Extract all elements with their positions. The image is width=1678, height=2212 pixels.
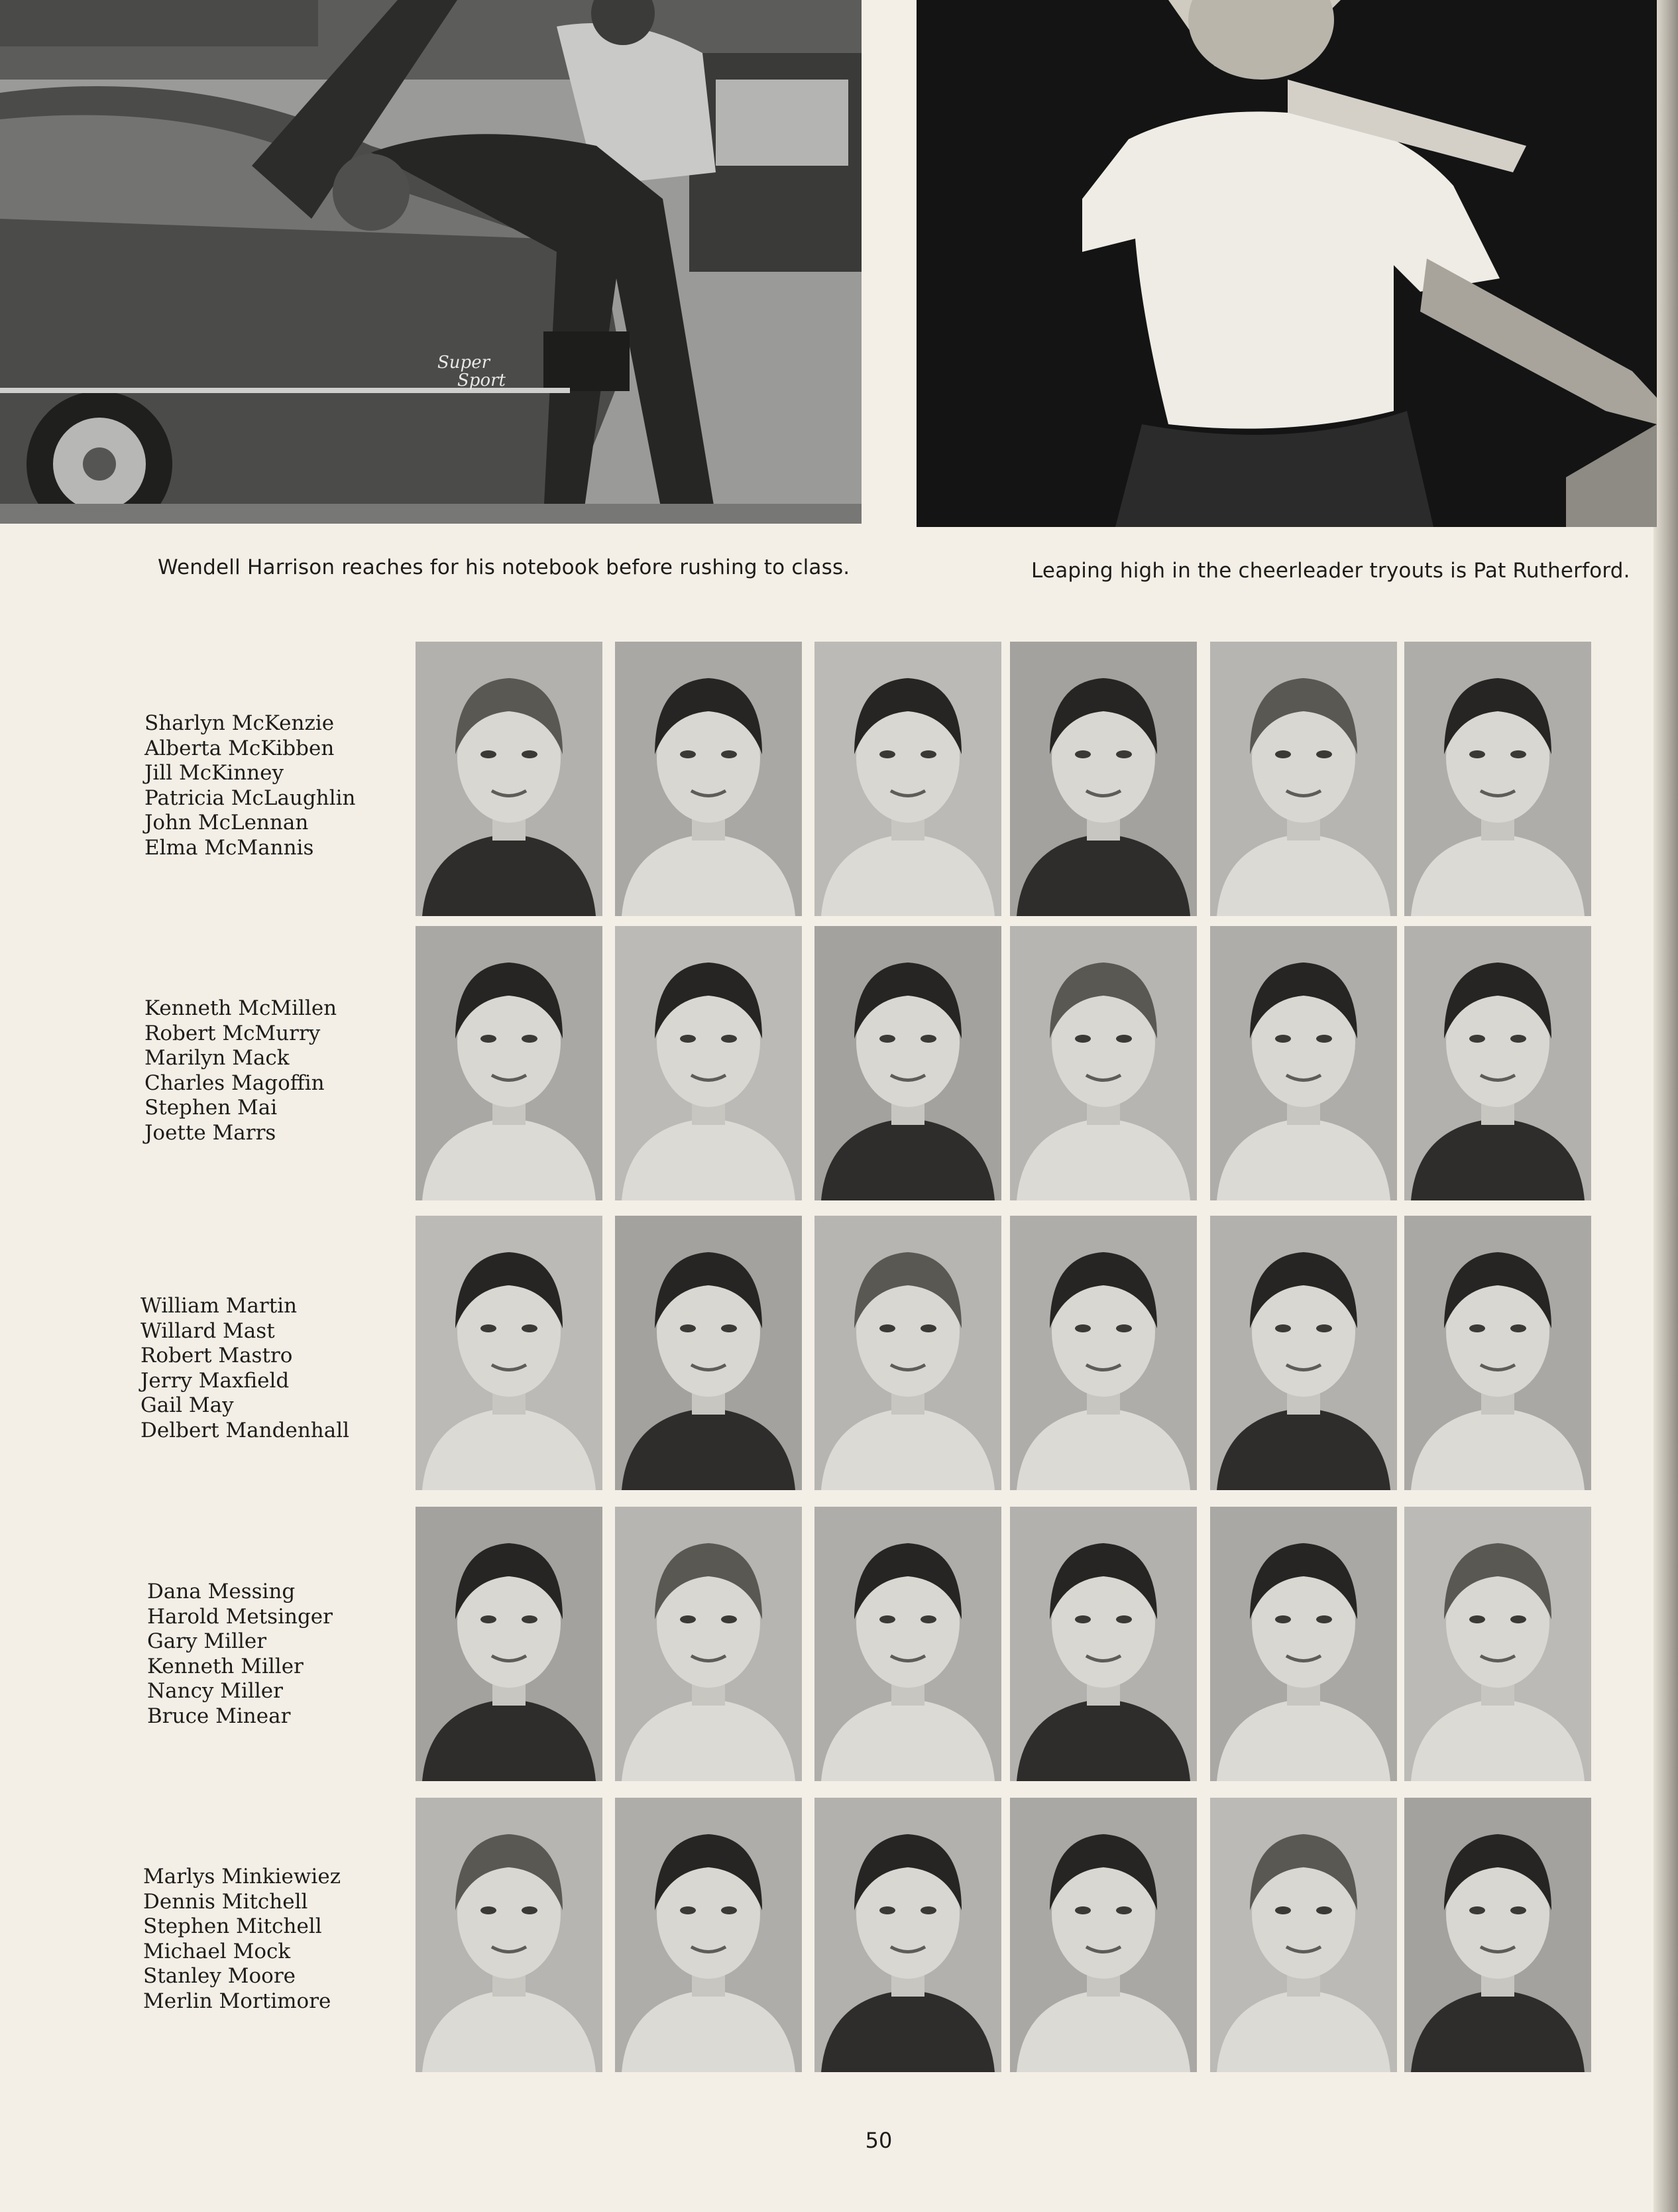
- student-portrait: [416, 1798, 602, 2072]
- student-portrait: [416, 642, 602, 916]
- student-name: Charles Magoffin: [144, 1071, 325, 1095]
- name-list-row-3: [140, 1294, 399, 1443]
- caption-left: Wendell Harrison reaches for his notebook before rushing to class.: [158, 555, 850, 579]
- student-name: Stanley Moore: [143, 1964, 296, 1988]
- photo-car-trunk: [0, 0, 862, 524]
- student-portrait: [814, 1507, 1001, 1781]
- student-portrait: [814, 1216, 1001, 1490]
- car-badge-line1: Super: [437, 353, 490, 373]
- student-name: John McLennan: [144, 811, 309, 835]
- student-portrait: [1210, 1507, 1397, 1781]
- student-portrait: [1010, 1216, 1197, 1490]
- student-portrait: [416, 1216, 602, 1490]
- student-portrait: [1404, 1216, 1591, 1490]
- student-name: Michael Mock: [143, 1939, 291, 1963]
- student-name: Harold Metsinger: [147, 1604, 333, 1629]
- student-name: Sharlyn McKenzie: [144, 711, 335, 735]
- student-name: Jerry Maxfield: [140, 1368, 290, 1393]
- student-name: Nancy Miller: [147, 1679, 283, 1703]
- student-portrait: [615, 642, 802, 916]
- student-portrait: [1010, 1798, 1197, 2072]
- student-portrait: [1210, 642, 1397, 916]
- student-name: Merlin Mortimore: [143, 1989, 331, 2013]
- student-portrait: [1404, 1798, 1591, 2072]
- student-name: Kenneth McMillen: [144, 996, 337, 1020]
- name-list-row-4: [147, 1580, 406, 1729]
- caption-right: Leaping high in the cheerleader tryouts is Pat Rutherford.: [1031, 559, 1630, 583]
- student-name: Robert McMurry: [144, 1021, 321, 1045]
- student-portrait: [1404, 642, 1591, 916]
- student-name: Gary Miller: [147, 1629, 267, 1653]
- name-list-row-5: [143, 1865, 402, 2014]
- student-portrait: [615, 926, 802, 1200]
- student-name: Dana Messing: [147, 1580, 296, 1603]
- student-name: Jill McKinney: [144, 761, 284, 785]
- student-portrait: [416, 926, 602, 1200]
- student-name: Kenneth Miller: [147, 1654, 304, 1678]
- student-portrait: [1404, 926, 1591, 1200]
- student-name: Marlys Minkiewiez: [143, 1865, 341, 1889]
- student-portrait: [1210, 926, 1397, 1200]
- student-portrait: [615, 1507, 802, 1781]
- student-name: Bruce Minear: [147, 1704, 291, 1728]
- student-name: William Martin: [140, 1294, 298, 1318]
- car-badge-line2: Sport: [457, 371, 506, 390]
- student-portrait: [814, 642, 1001, 916]
- student-name: Dennis Mitchell: [143, 1889, 308, 1914]
- student-portrait: [615, 1216, 802, 1490]
- student-portrait: [814, 1798, 1001, 2072]
- student-portrait: [1210, 1798, 1397, 2072]
- name-list-row-1: [144, 711, 403, 860]
- student-portrait: [1404, 1507, 1591, 1781]
- student-portrait: [416, 1507, 602, 1781]
- student-name: Patricia McLaughlin: [144, 786, 356, 810]
- page-number: 50: [865, 2128, 893, 2153]
- student-name: Joette Marrs: [144, 1120, 276, 1145]
- student-name: Willard Mast: [140, 1318, 275, 1343]
- student-portrait: [814, 926, 1001, 1200]
- student-name: Stephen Mai: [144, 1096, 278, 1120]
- name-list-row-2: [144, 996, 403, 1145]
- photo-cheerleader: [917, 0, 1657, 527]
- student-name: Stephen Mitchell: [143, 1914, 322, 1938]
- student-name: Gail May: [140, 1393, 234, 1417]
- student-portrait: [1010, 926, 1197, 1200]
- student-portrait: [1010, 1507, 1197, 1781]
- student-name: Marilyn Mack: [144, 1046, 290, 1070]
- page-edge: [1653, 0, 1678, 2212]
- student-portrait: [615, 1798, 802, 2072]
- student-name: Robert Mastro: [140, 1344, 293, 1368]
- student-name: Alberta McKibben: [144, 736, 335, 760]
- student-name: Delbert Mandenhall: [140, 1418, 350, 1442]
- student-name: Elma McMannis: [144, 835, 314, 860]
- student-portrait: [1010, 642, 1197, 916]
- student-portrait: [1210, 1216, 1397, 1490]
